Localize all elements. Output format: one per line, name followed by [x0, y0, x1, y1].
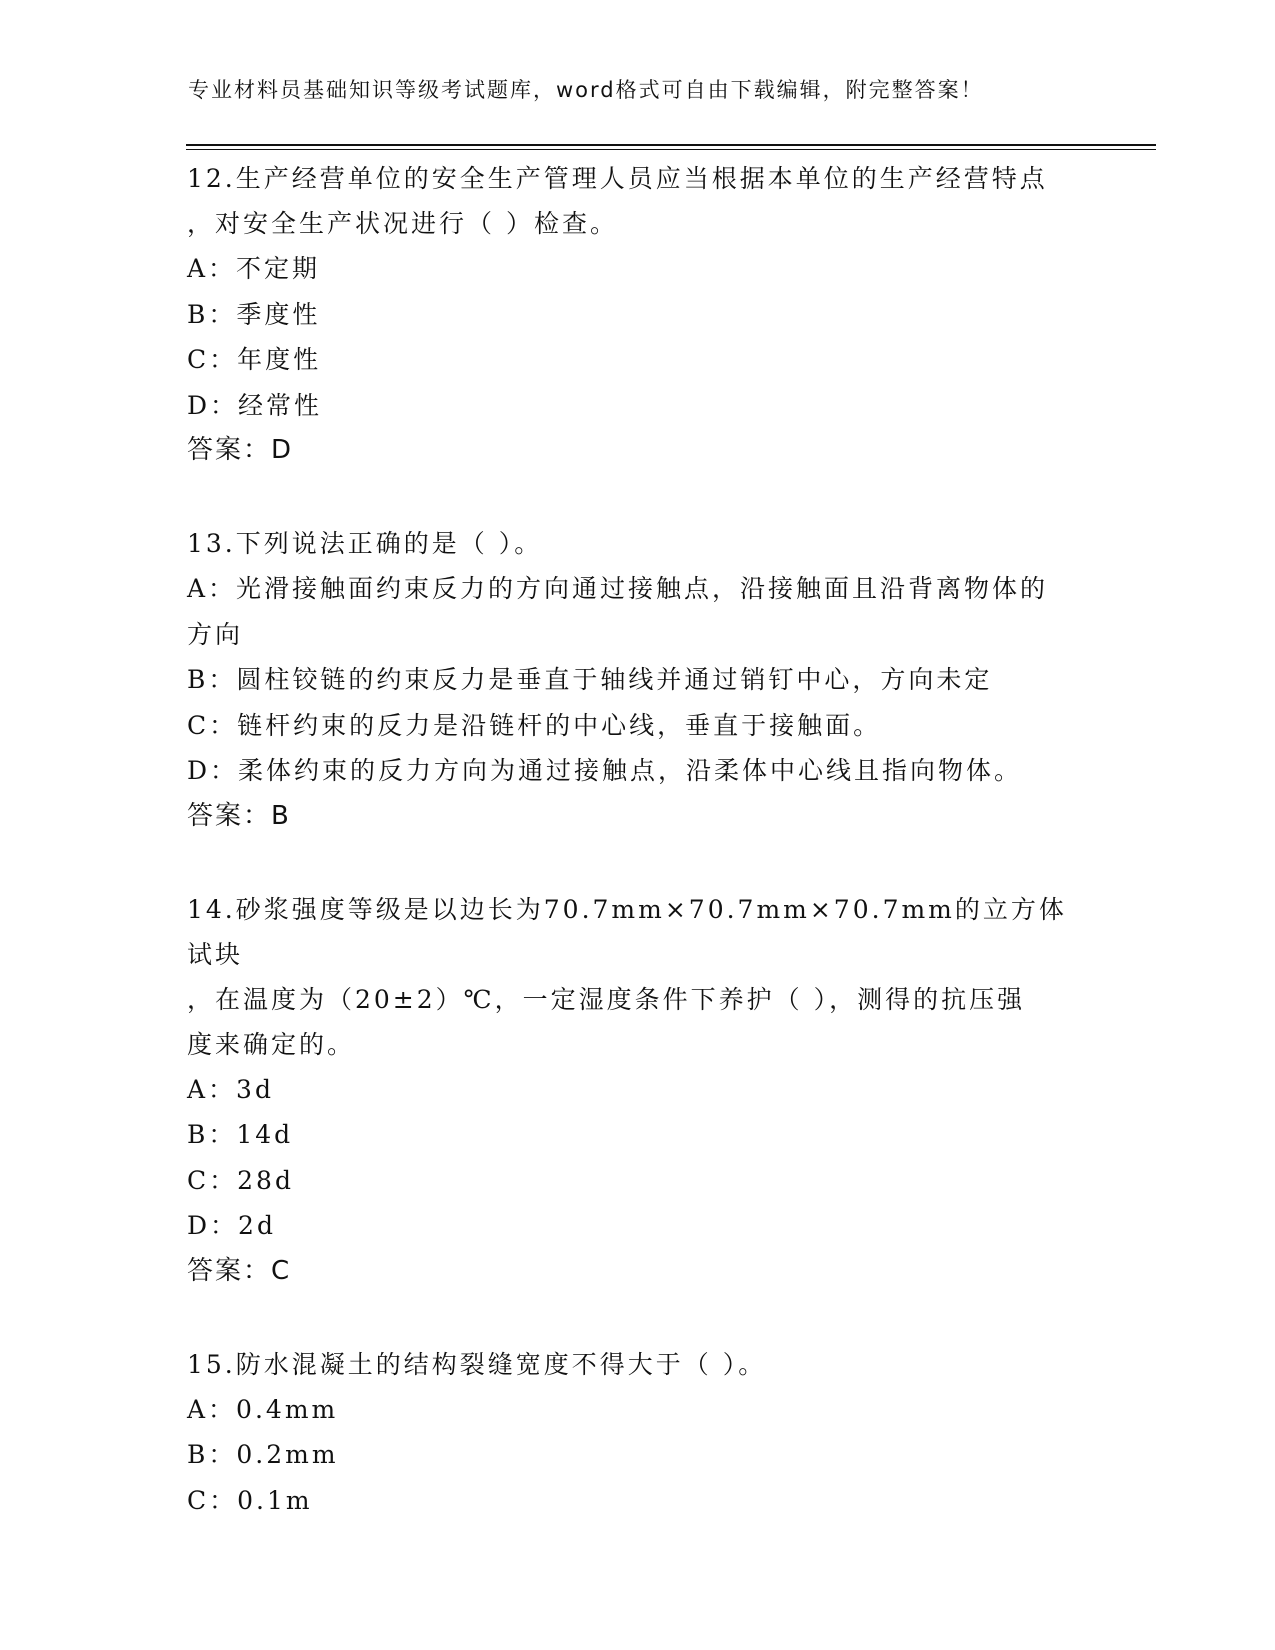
- option-d: D：柔体约束的反力方向为通过接触点，沿柔体中心线且指向物体。: [187, 756, 1023, 785]
- question-12: [187, 156, 1087, 473]
- option-a-continued: 方向: [187, 619, 244, 649]
- option-c: C：链杆约束的反力是沿链杆的中心线，垂直于接触面。: [187, 710, 882, 740]
- option-a: A：光滑接触面约束反力的方向通过接触点，沿接触面且沿背离物体的: [187, 574, 1049, 603]
- spacer: [187, 839, 1087, 887]
- option-d: D：2d: [187, 1211, 276, 1240]
- question-title-line: ，在温度为（20±2）℃，一定湿度条件下养护（ ），测得的抗压强: [187, 984, 1026, 1014]
- option-c: C：0.1m: [187, 1485, 313, 1515]
- option-b: B：0.2mm: [187, 1440, 339, 1469]
- question-title-line: 13.下列说法正确的是（ ）。: [187, 529, 543, 558]
- question-title-line: 度来确定的。: [187, 1029, 356, 1059]
- question-title-line: 15.防水混凝土的结构裂缝宽度不得大于（ ）。: [187, 1349, 767, 1379]
- option-d: D：经常性: [187, 390, 323, 420]
- option-b: B：圆柱铰链的约束反力是垂直于轴线并通过销钉中心，方向未定: [187, 665, 993, 694]
- question-title-line: ，对安全生产状况进行（ ）检查。: [187, 209, 618, 238]
- option-c: C：28d: [187, 1165, 294, 1195]
- option-a: A：3d: [187, 1074, 274, 1104]
- question-title-line: 12.生产经营单位的安全生产管理人员应当根据本单位的生产经营特点: [187, 164, 1048, 193]
- answer-line: 答案：B: [187, 800, 291, 831]
- question-15: [187, 1342, 1087, 1524]
- option-c: C：年度性: [187, 345, 322, 374]
- option-a: A：不定期: [187, 254, 321, 283]
- option-b: B：14d: [187, 1120, 294, 1149]
- question-13: [187, 521, 1087, 839]
- answer-line: 答案：C: [187, 1255, 292, 1286]
- spacer: [187, 1294, 1087, 1342]
- question-14: [187, 887, 1087, 1294]
- page-header: 专业材料员基础知识等级考试题库，word格式可自由下载编辑，附完整答案！: [188, 78, 984, 102]
- option-a: A：0.4mm: [187, 1394, 339, 1424]
- question-list: [187, 156, 1087, 1523]
- option-b: B：季度性: [187, 299, 321, 329]
- question-title-line: 14.砂浆强度等级是以边长为70.7mm×70.7mm×70.7mm的立方体试块: [187, 894, 1067, 969]
- header-divider: [186, 144, 1156, 146]
- spacer: [187, 473, 1087, 521]
- answer-line: 答案：D: [187, 435, 294, 465]
